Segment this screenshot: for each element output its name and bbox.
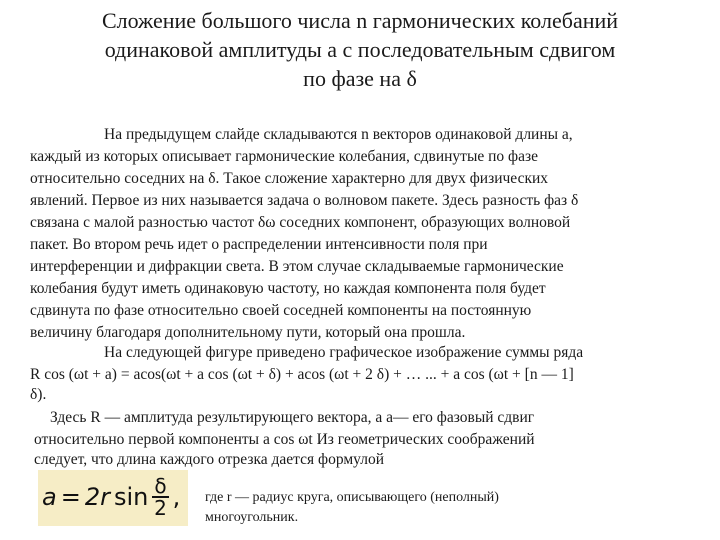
body-line: На предыдущем слайде складываются n векторов одинаковой длины а, [104, 126, 573, 143]
formula-sine: sin [113, 483, 149, 511]
slide-title [40, 6, 680, 93]
body-line: следует, что длина каждого отрезка дается формулой [34, 451, 384, 468]
formula-note [205, 488, 565, 528]
body-line: На следующей фигуре приведено графическое изображение суммы ряда [104, 344, 584, 361]
body-line: относительно первой компоненты а cos ωt Из геометрических соображений [34, 431, 535, 448]
body-line: относительно соседних на δ. Такое сложение характерно для двух физических [30, 170, 549, 187]
title-line: по фазе на δ [303, 66, 417, 91]
body-line: интерференции и дифракции света. В этом случае складываемые гармонические [30, 258, 564, 275]
body-line: связана с малой разностью частот δω соседних компонент, образующих волновой [30, 214, 571, 231]
formula-numerator: δ [154, 474, 167, 498]
body-line: величину благодаря дополнительному пути, который она прошла. [30, 324, 466, 341]
note-line: где r — радиус круга, описывающего (неполный) [205, 490, 499, 505]
formula-denominator: 2 [154, 496, 167, 520]
note-line: многоугольник. [205, 510, 299, 525]
segment-length-formula [42, 476, 180, 518]
body-line: сдвинута по фазе относительно своей соседней компоненты на постоянную [30, 302, 532, 319]
formula-lhs: a [42, 483, 57, 511]
body-line: каждый из которых описывает гармонические колебания, сдвинутые по фазе [30, 148, 538, 165]
body-line: пакет. Во втором речь идет о распределении интенсивности поля при [30, 236, 488, 253]
formula-fraction [152, 476, 168, 518]
body-line: колебания будут иметь одинаковую частоту, но каждая компонента поля будет [30, 280, 546, 297]
body-line: явлений. Первое из них называется задача о волновом пакете. Здесь разность фаз δ [30, 192, 579, 209]
body-line: Здесь R — амплитуда результирующего вектора, а а— его фазовый сдвиг [50, 409, 535, 426]
formula-comma: , [172, 483, 181, 511]
formula-equals: = [60, 483, 81, 511]
body-line: R cos (ωt + а) = аcos(ωt + а cos (ωt + δ) + аcos (ωt + 2 δ) + … ... + а cos (ωt + [n — 1] [30, 366, 574, 383]
body-line: δ). [30, 386, 47, 403]
title-line: Сложение большого числа n гармонических колебаний [101, 8, 619, 33]
formula-coefficient: 2r [84, 483, 110, 511]
title-line: одинаковой амплитуды а с последовательным сдвигом [104, 37, 616, 62]
